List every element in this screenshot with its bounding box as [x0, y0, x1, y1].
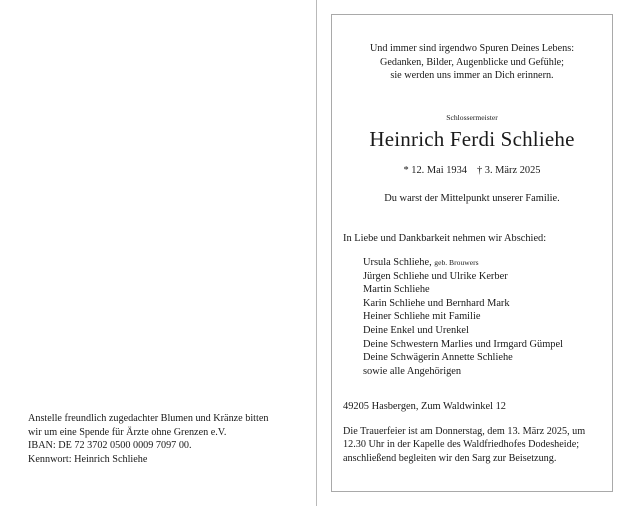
obituary-card-frame: [331, 14, 613, 492]
maiden-name-note: geb. Brouwers: [434, 258, 479, 267]
mourner-entry: Deine Schwägerin Annette Schliehe: [363, 352, 513, 364]
motto-line: Und immer sind irgendwo Spuren Deines Lebens:: [369, 43, 575, 54]
mourner-entry: Jürgen Schliehe und Ulrike Kerber: [363, 270, 508, 282]
motto-line: sie werden uns immer an Dich erinnern.: [390, 70, 554, 82]
mourner-entry: Heiner Schliehe mit Familie: [363, 311, 481, 323]
donation-note: [28, 412, 298, 466]
mourner-entry: Karin Schliehe und Bernhard Mark: [363, 297, 510, 309]
page-fold-divider: [316, 0, 317, 506]
motto-line: Gedanken, Bilder, Augenblicke und Gefühle;: [379, 56, 565, 68]
ceremony-line: 12.30 Uhr in der Kapelle des Waldfriedhofes Dodesheide;: [343, 439, 580, 451]
tribute-line: Du warst der Mittelpunkt unserer Familie.: [384, 193, 560, 204]
life-dates: [331, 165, 613, 176]
donation-line: Anstelle freundlich zugedachter Blumen und Kränze bitten: [28, 413, 269, 424]
mourner-name: Ursula Schliehe,: [363, 257, 432, 268]
mourner-entry: Deine Enkel und Urenkel: [363, 324, 469, 336]
deceased-name: Heinrich Ferdi Schliehe: [369, 127, 575, 151]
ceremony-line: Die Trauerfeier ist am Donnerstag, dem 13. März 2025, um: [343, 426, 586, 437]
ceremony-line: anschließend begleiten wir den Sarg zur Beisetzung.: [343, 452, 557, 464]
family-address: 49205 Hasbergen, Zum Waldwinkel 12: [343, 401, 506, 412]
funeral-ceremony-info: [343, 425, 605, 465]
deceased-profession: Schlossermeister: [446, 113, 498, 122]
farewell-text: In Liebe und Dankbarkeit nehmen wir Abschied:: [343, 233, 547, 244]
mourner-entry: Martin Schliehe: [363, 284, 430, 296]
donation-line: wir um eine Spende für Ärzte ohne Grenzen e.V.: [28, 426, 227, 438]
birth-date: * 12. Mai 1934: [403, 165, 467, 176]
mourner-entry: Deine Schwestern Marlies und Irmgard Gümpel: [363, 338, 563, 350]
donation-iban: IBAN: DE 72 3702 0500 0009 7097 00.: [28, 440, 192, 452]
mourners-list: [363, 256, 563, 378]
donation-keyword: Kennwort: Heinrich Schliehe: [28, 453, 148, 465]
mourner-entry: sowie alle Angehörigen: [363, 365, 462, 377]
death-date: † 3. März 2025: [477, 165, 541, 176]
memorial-motto: [331, 42, 613, 83]
mourner-entry: [363, 256, 563, 270]
